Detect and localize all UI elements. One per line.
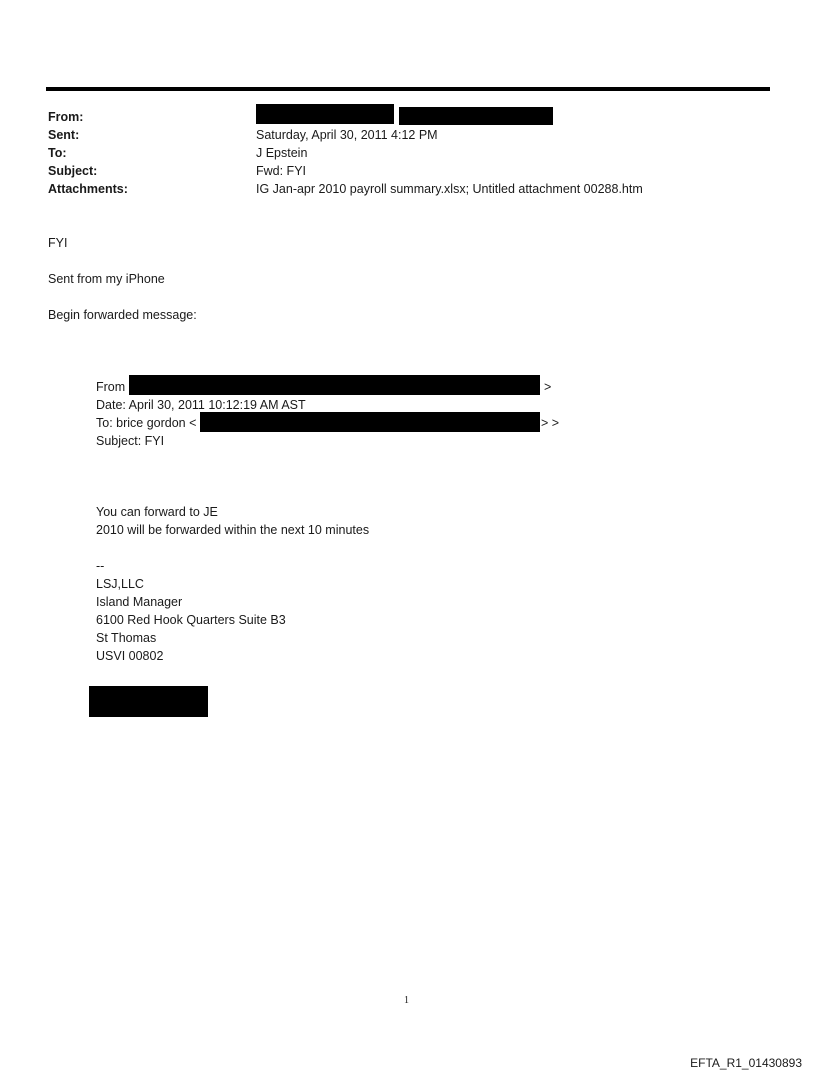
redaction-forwarded-to (200, 412, 540, 432)
message-fyi: FYI (48, 236, 68, 250)
message-begin-forwarded: Begin forwarded message: (48, 308, 197, 322)
forwarded-from-label: From (96, 380, 126, 394)
redaction-from-name (256, 104, 394, 124)
forwarded-subject: Subject: FYI (96, 434, 165, 448)
forwarded-body-line1: You can forward to JE (96, 505, 218, 519)
subject-label: Subject: (48, 164, 98, 178)
page-number: 1 (404, 995, 409, 1006)
signature-title: Island Manager (96, 595, 183, 609)
signature-address: 6100 Red Hook Quarters Suite B3 (96, 613, 286, 627)
forwarded-date: Date: April 30, 2011 10:12:19 AM AST (96, 398, 306, 412)
signature-company: LSJ,LLC (96, 577, 144, 591)
to-label: To: (48, 146, 67, 160)
attachments-value: IG Jan-apr 2010 payroll summary.xlsx; Untitled attachment 00288.htm (256, 182, 643, 196)
signature-dash: -- (96, 559, 105, 573)
redaction-from-email (399, 107, 553, 125)
attachments-label: Attachments: (48, 182, 128, 196)
from-label: From: (48, 110, 84, 124)
to-value: J Epstein (256, 146, 308, 160)
redaction-phone (89, 686, 208, 717)
document-id: EFTA_R1_01430893 (690, 1056, 802, 1070)
signature-city: St Thomas (96, 631, 157, 645)
redaction-forwarded-from (129, 375, 540, 395)
message-sent-from: Sent from my iPhone (48, 272, 165, 286)
header-rule (46, 87, 770, 91)
forwarded-from-tail: > (544, 380, 552, 394)
signature-zip: USVI 00802 (96, 649, 164, 663)
forwarded-to-tail: > > (541, 416, 560, 430)
sent-label: Sent: (48, 128, 80, 142)
forwarded-body-line2: 2010 will be forwarded within the next 10 minutes (96, 523, 370, 537)
sent-value: Saturday, April 30, 2011 4:12 PM (256, 128, 438, 142)
forwarded-to-prefix: To: brice gordon < (96, 416, 197, 430)
subject-value: Fwd: FYI (256, 164, 307, 178)
